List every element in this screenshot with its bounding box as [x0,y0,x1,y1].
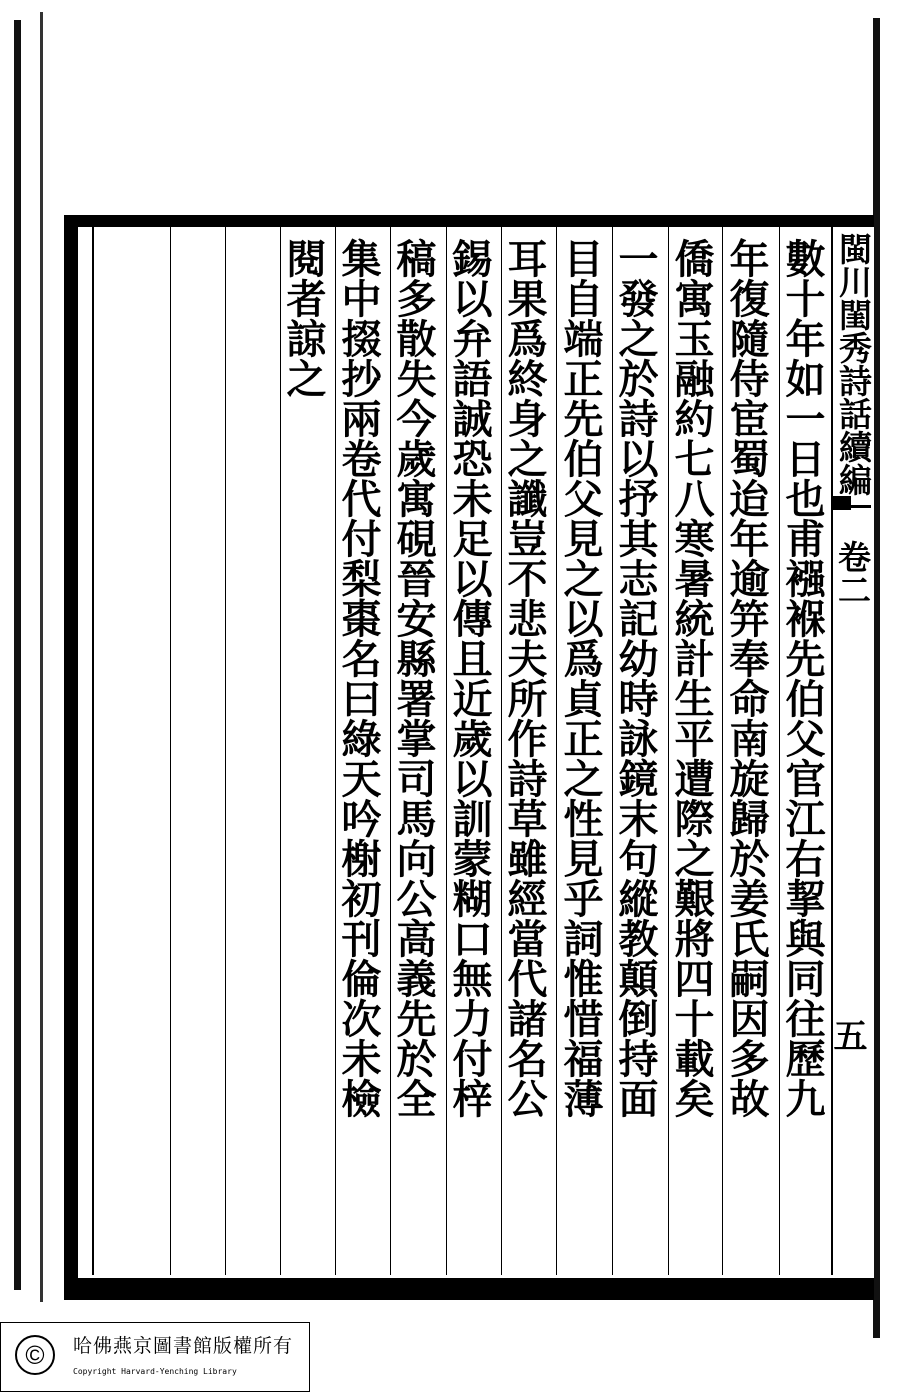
copyright-text-en: Copyright Harvard-Yenching Library [73,1367,237,1376]
text-column: 錫以弁語誠恐未足以傳且近歲以訓蒙糊口無力付梓 [446,238,493,1118]
column-rule [225,227,226,1275]
scan-edge-right [873,18,880,1338]
text-column: 年復隨侍宦蜀迨年逾笄奉命南旋歸於姜氏嗣因多故 [723,238,770,1118]
column-rule [170,227,171,1275]
text-column: 閱者諒之 [280,238,327,398]
copyright-text-cn: 哈佛燕京圖書館版權所有 [73,1335,294,1357]
text-column: 集中掇抄兩卷代付梨棗名曰綠天吟榭初刊倫次未檢 [335,238,382,1118]
scan-edge-line [40,12,43,1302]
text-column: 僑寓玉融約七八寒暑統計生平遭際之艱將四十載矣 [668,238,715,1118]
frame-inner-rule [92,227,94,1275]
text-column: 目自端正先伯父見之以爲貞正之性見乎詞惟惜福薄 [557,238,604,1118]
copyright-icon: © [15,1335,55,1375]
text-column: 耳果爲終身之讖豈不悲夫所作詩草雖經當代諸名公 [501,238,548,1118]
text-column: 一發之於詩以抒其志記幼時詠鏡末句縱教顛倒持面 [612,238,659,1118]
scan-edge-left [14,20,21,1290]
banxin-rule [831,227,833,1275]
fishtail-rule [833,505,871,526]
banxin-title: 閩川閨秀詩話續編 [834,232,873,496]
banxin-page-number: 五 [827,1018,867,1052]
banxin-juan: 卷二 [833,540,872,606]
text-column: 數十年如一日也甫襁褓先伯父官江右挈與同往歷九 [779,238,826,1118]
text-column: 稿多散失今歲寓硯晉安縣署掌司馬向公高義先於全 [390,238,437,1118]
copyright-stamp [0,1322,310,1392]
